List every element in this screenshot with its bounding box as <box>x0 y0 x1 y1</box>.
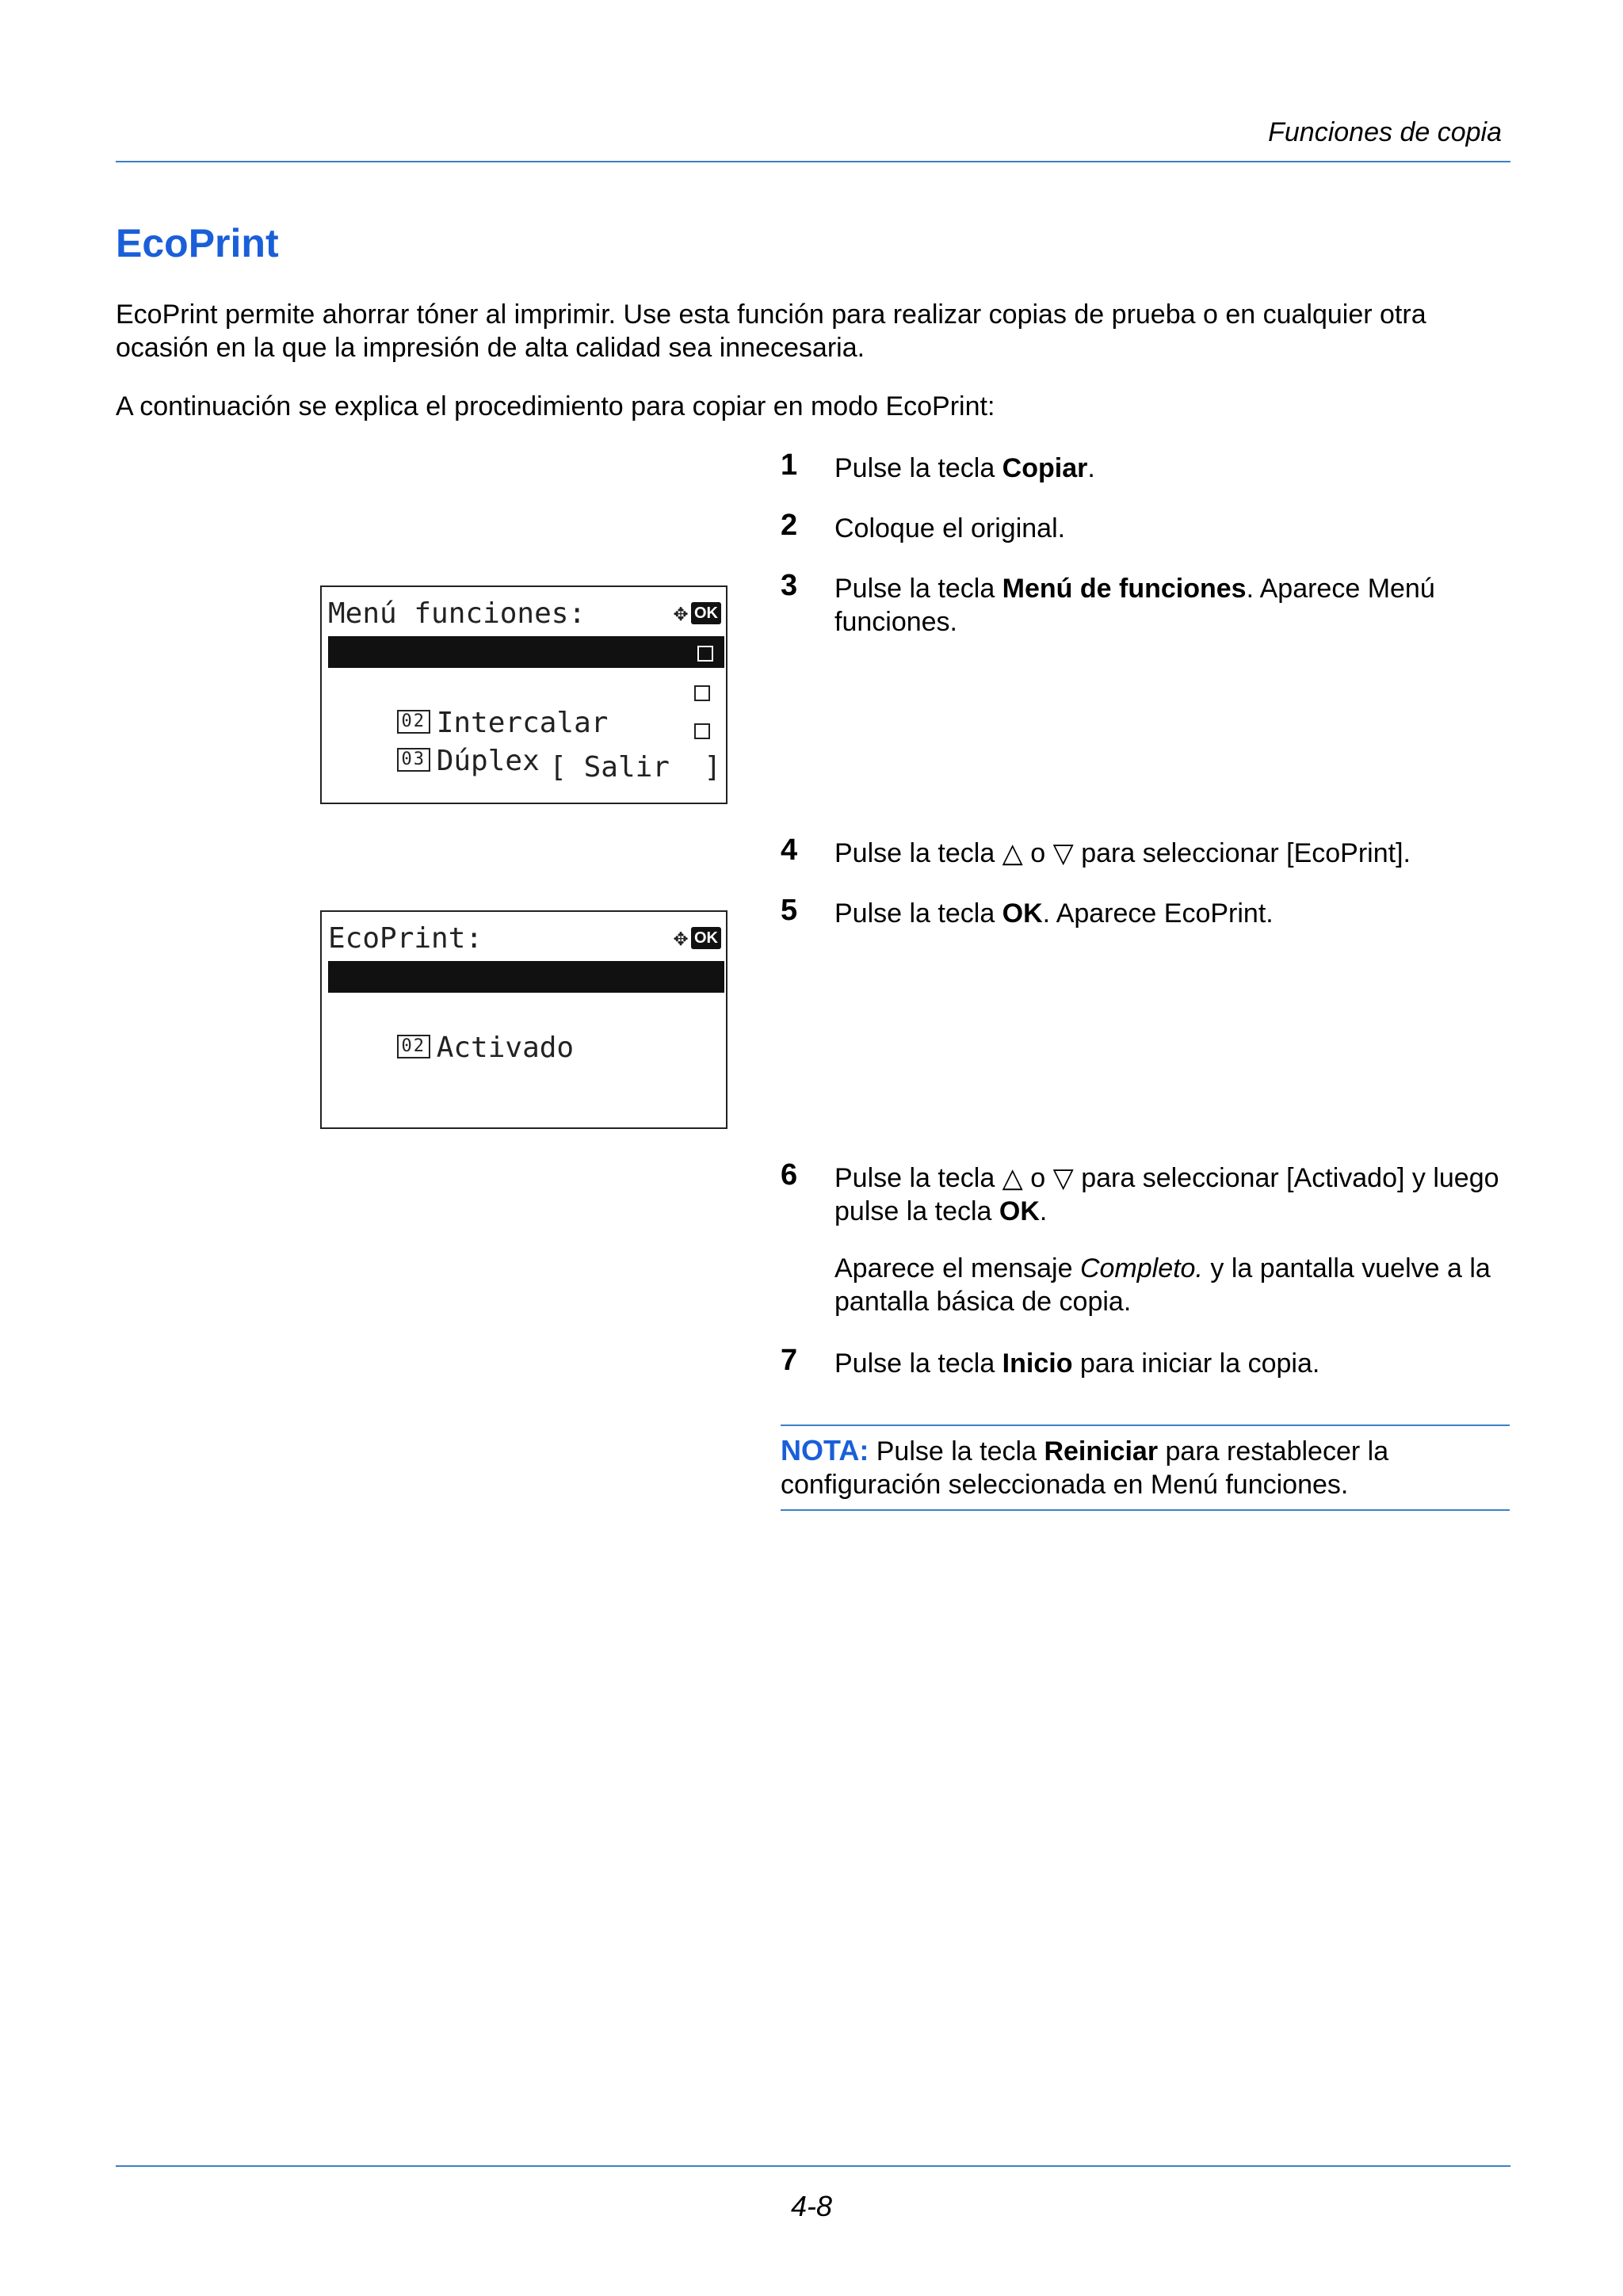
lcd-title: EcoPrint: <box>328 922 483 955</box>
ok-key-icon: OK <box>691 602 721 624</box>
checkbox-icon <box>694 685 710 701</box>
step-text: Pulse la tecla Copiar. <box>834 453 1095 483</box>
step-number: 2 <box>781 509 798 542</box>
step-number: 1 <box>781 448 798 482</box>
lcd-screen-ecoprint <box>320 910 727 1129</box>
item-number-icon: 02 <box>397 710 430 734</box>
section-title: EcoPrint <box>116 221 279 265</box>
lcd-exit-label: [ Salir ] <box>549 751 721 784</box>
item-number-icon: 02 <box>397 1035 430 1058</box>
step-text: Pulse la tecla Menú de funciones. Aparece Menú funciones. <box>834 574 1435 637</box>
step-number: 6 <box>781 1158 798 1192</box>
lcd-menu-item-1: 01 *Desactiv. <box>328 961 724 993</box>
navigation-cross-icon: ✥ <box>673 599 688 627</box>
nav-ok-indicator <box>674 601 721 625</box>
checkbox-icon <box>697 646 713 662</box>
lcd-menu-item-2: 02 Activado <box>328 1001 721 1032</box>
intro-paragraph: EcoPrint permite ahorrar tóner al imprimir. Use esta función para realizar copias de prueba o en cualquier otra ocasión en la que la impresión de alta calidad sea innecesaria. <box>116 299 1426 363</box>
step-result-text: Aparece el mensaje Completo. y la pantalla vuelve a la pantalla básica de copia. <box>834 1253 1491 1317</box>
lcd-menu-item-1: 01 Selección papel <box>328 636 724 668</box>
step-number: 3 <box>781 569 798 602</box>
step-text: Pulse la tecla Inicio para iniciar la copia. <box>834 1348 1320 1379</box>
step-text: Pulse la tecla OK. Aparece EcoPrint. <box>834 898 1274 929</box>
step-number: 5 <box>781 894 798 927</box>
step-text: Coloque el original. <box>834 513 1066 543</box>
nav-ok-indicator <box>674 926 721 950</box>
item-number-icon: 01 <box>397 670 430 694</box>
lcd-title: Menú funciones: <box>328 597 586 630</box>
note-box: NOTA: Pulse la tecla Reiniciar para restablecer la configuración seleccionada en Menú funciones. <box>781 1425 1510 1511</box>
page-number: 4-8 <box>790 2190 833 2222</box>
checkbox-icon <box>694 723 710 739</box>
lcd-menu-item-2: 02 Intercalar <box>328 676 721 707</box>
ok-key-icon: OK <box>691 927 721 949</box>
running-header: Funciones de copia <box>1268 117 1502 147</box>
step-text: Pulse la tecla △ o ▽ para seleccionar [Activado] y luego pulse la tecla OK. <box>834 1163 1499 1226</box>
step-number: 7 <box>781 1344 798 1377</box>
item-number-icon: 03 <box>397 748 430 772</box>
step-text: Pulse la tecla △ o ▽ para seleccionar [EcoPrint]. <box>834 838 1411 868</box>
note-label: NOTA: <box>781 1434 869 1466</box>
item-number-icon: 01 <box>397 995 430 1019</box>
header-rule <box>116 161 1510 162</box>
step-number: 4 <box>781 833 798 867</box>
lcd-screen-menu-funciones <box>320 585 727 804</box>
footer-rule <box>116 2165 1510 2167</box>
lead-paragraph: A continuación se explica el procedimiento para copiar en modo EcoPrint: <box>116 391 995 421</box>
lcd-menu-item-3: 03 Dúplex <box>328 714 721 746</box>
navigation-cross-icon: ✥ <box>673 924 688 952</box>
